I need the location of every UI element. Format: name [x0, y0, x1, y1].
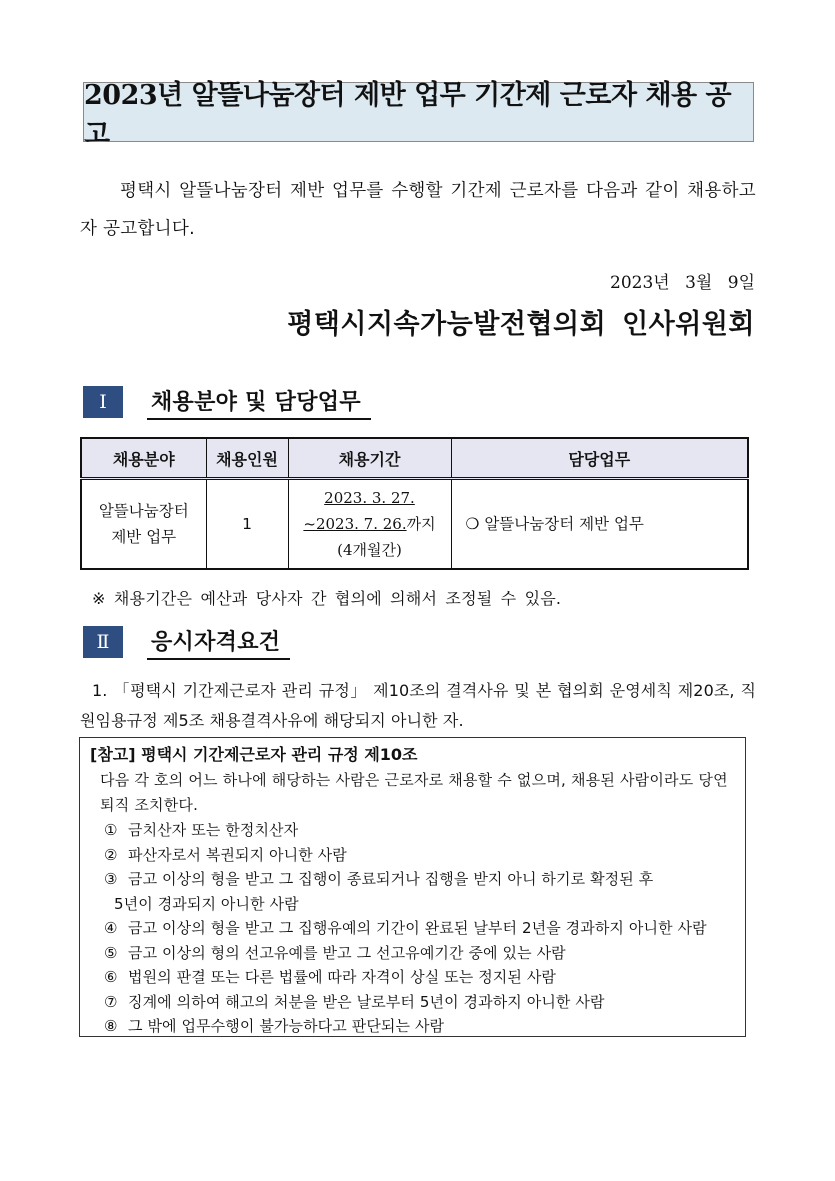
notice-date: 2023년 3월 9일 — [610, 273, 755, 293]
item-number: ⑥ — [104, 968, 118, 986]
list-item — [90, 916, 735, 941]
section-2-title: 응시자격요건 — [147, 622, 290, 660]
header-duty: 담당업무 — [451, 438, 748, 479]
section-1-header — [83, 382, 371, 422]
item-text: 징계에 의하여 해고의 처분을 받은 날로부터 5년이 경과하지 아니한 사람 — [128, 992, 605, 1011]
reference-title: [참고] 평택시 기간제근로자 관리 규정 제10조 — [90, 745, 418, 764]
field-line-2: 제반 업무 — [111, 528, 177, 546]
list-item — [90, 941, 735, 966]
notice-title: 2023년 알뜰나눔장터 제반 업무 기간제 근로자 채용 공고 — [83, 82, 754, 142]
item-number: ④ — [104, 919, 118, 937]
header-field: 채용분야 — [81, 438, 206, 479]
item-number: ② — [104, 845, 118, 864]
cell-period — [288, 479, 451, 570]
item-number: ① — [104, 821, 118, 839]
item-number: ⑤ — [104, 943, 118, 962]
section-1-title: 채용분야 및 담당업무 — [147, 382, 371, 420]
item-text: 금치산자 또는 한정치산자 — [128, 821, 299, 839]
section-2-header — [83, 622, 290, 662]
section-1-number: Ⅰ — [83, 386, 123, 418]
recruitment-table — [80, 437, 749, 570]
field-line-1: 알뜰나눔장터 — [98, 502, 189, 520]
cell-field — [81, 479, 206, 570]
list-item — [90, 867, 735, 916]
period-line-3: (4개월간) — [337, 541, 402, 559]
item-text: 금고 이상의 형의 선고유예를 받고 그 선고유예기간 중에 있는 사람 — [128, 943, 566, 962]
item-text: 파산자로서 복권되지 아니한 사람 — [128, 845, 347, 864]
intro-paragraph: 평택시 알뜰나눔장터 제반 업무를 수행할 기간제 근로자를 다음과 같이 채용하고자 공고합니다. — [80, 181, 756, 239]
reference-list — [90, 818, 735, 1039]
list-item — [90, 965, 735, 990]
cell-duty: ❍ 알뜰나눔장터 제반 업무 — [451, 479, 748, 570]
organization-name: 평택시지속가능발전협의회 인사위원회 — [287, 309, 755, 340]
period-line-2 — [289, 511, 451, 537]
period-line-1: 2023. 3. 27. — [324, 489, 415, 507]
header-count: 채용인원 — [206, 438, 288, 479]
cell-count: 1 — [206, 479, 288, 570]
item-text: 금고 이상의 형을 받고 그 집행이 종료되거나 집행을 받지 아니 하기로 확정된 후 — [128, 870, 654, 888]
item-continuation: 5년이 경과되지 아니한 사람 — [114, 894, 299, 913]
period-end-suffix: 까지 — [406, 515, 436, 533]
list-item — [90, 990, 735, 1015]
item-number: ⑧ — [104, 1017, 118, 1035]
header-period: 채용기간 — [288, 438, 451, 479]
reference-box — [79, 737, 746, 1037]
reference-lead: 다음 각 호의 어느 하나에 해당하는 사람은 근로자로 채용할 수 없으며, 채용된 사람이라도 당연 퇴직 조치한다. — [100, 771, 728, 814]
list-item — [90, 818, 735, 843]
qualification-item-1 — [80, 676, 756, 736]
period-end-date: ~2023. 7. 26. — [303, 515, 407, 533]
item-number: ③ — [104, 870, 118, 888]
table-row — [81, 479, 748, 570]
list-item — [90, 843, 735, 868]
qualification-text: 1. 「평택시 기간제근로자 관리 규정」 제10조의 결격사유 및 본 협의회 운영세칙 제20조, 직원임용규정 제5조 채용결격사유에 해당되지 아니한 자. — [80, 681, 756, 730]
item-number: ⑦ — [104, 992, 118, 1011]
item-text: 법원의 판결 또는 다른 법률에 따라 자격이 상실 또는 정지된 사람 — [128, 968, 557, 986]
item-text: 금고 이상의 형을 받고 그 집행유예의 기간이 완료된 날부터 2년을 경과하지 아니한 사람 — [128, 919, 707, 937]
section-2-number: Ⅱ — [83, 626, 123, 658]
period-note: ※ 채용기간은 예산과 당사자 간 협의에 의해서 조정될 수 있음. — [92, 589, 562, 608]
item-text: 그 밖에 업무수행이 불가능하다고 판단되는 사람 — [128, 1017, 445, 1035]
table-header-row — [81, 438, 748, 479]
list-item — [90, 1014, 735, 1039]
